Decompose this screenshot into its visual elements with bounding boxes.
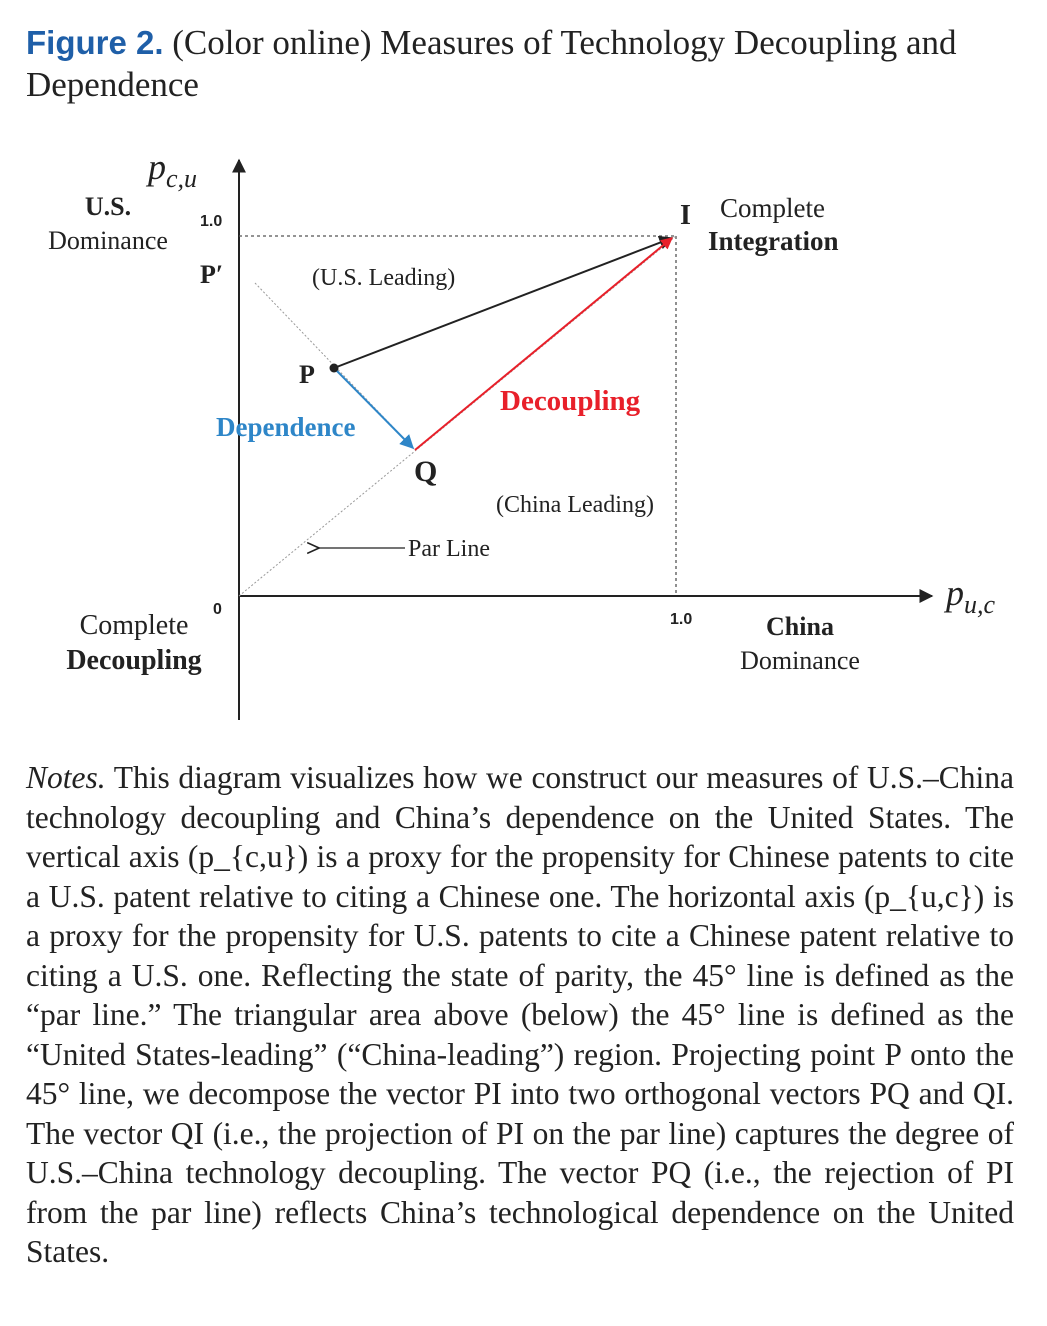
x-tick-right: 1.0: [670, 611, 693, 628]
notes-text: This diagram visualizes how we construct our measures of U.S.–China technology decoupling and China’s dependence on the United States. The vertical axis (p_{c,u}) is a proxy for the propensity for Chinese patents to cite a U.S. patent relative to citing a Chinese one. The horizontal axis (p_{u,c}) is a proxy for the propensity for U.S. patents to cite a Chinese patent relative to citing a U.S. one. Reflecting the state of parity, the 45° line is defined as the “par line.” The triangular area above (below) the 45° line is defined as the “United States-leading” (“China-leading”) region. Projecting point P onto the 45° line, we decompose the vector PI into two orthogonal vectors PQ and QI. The vector QI (i.e., the projection of PI on the par line) captures the degree of U.S.–China technology decoupling. The vector PQ (i.e., the rejection of PI from the par line) reflects China’s technological dependence on the United States.: [26, 760, 1014, 1269]
figure-title: (Color online) Measures of Technology Decoupling and Dependence: [26, 23, 957, 104]
point-i-label: I: [680, 200, 691, 231]
y-axis-symbol: $p_{c,u}$: [148, 147, 198, 193]
us-dominance-label-line1: U.S.: [84, 192, 132, 221]
y-tick-top: 1.0: [200, 213, 223, 230]
x-axis-symbol: $p_{u,c}$: [946, 573, 996, 619]
decoupling-label: Decoupling: [500, 385, 641, 417]
figure-caption: [26, 22, 1021, 106]
dependence-label: Dependence: [216, 412, 356, 442]
figure-notes: [26, 758, 1014, 1272]
par-line-label: Par Line: [408, 536, 490, 562]
point-p-marker: [330, 364, 339, 373]
us-dominance-label-line2: Dominance: [48, 226, 168, 255]
point-p-label: P: [299, 360, 315, 389]
complete-integration-line2: Integration: [708, 226, 839, 256]
us-leading-label: (U.S. Leading): [312, 265, 456, 291]
vector-pi: [334, 238, 672, 368]
origin-tick: 0: [213, 601, 222, 618]
complete-decoupling-label-line2: Decoupling: [66, 645, 202, 676]
china-dominance-label-line2: Dominance: [740, 646, 860, 675]
complete-decoupling-label-line1: Complete: [79, 610, 189, 641]
china-leading-label: (China Leading): [496, 492, 654, 518]
decoupling-diagram: [0, 130, 1047, 730]
china-dominance-label-line1: China: [766, 612, 834, 641]
point-q-label: Q: [414, 455, 438, 488]
point-p-prime-label: P′: [200, 260, 224, 289]
complete-integration-line1: Complete: [720, 193, 825, 223]
notes-label: Notes.: [26, 760, 106, 795]
figure-label: Figure 2.: [26, 24, 164, 61]
